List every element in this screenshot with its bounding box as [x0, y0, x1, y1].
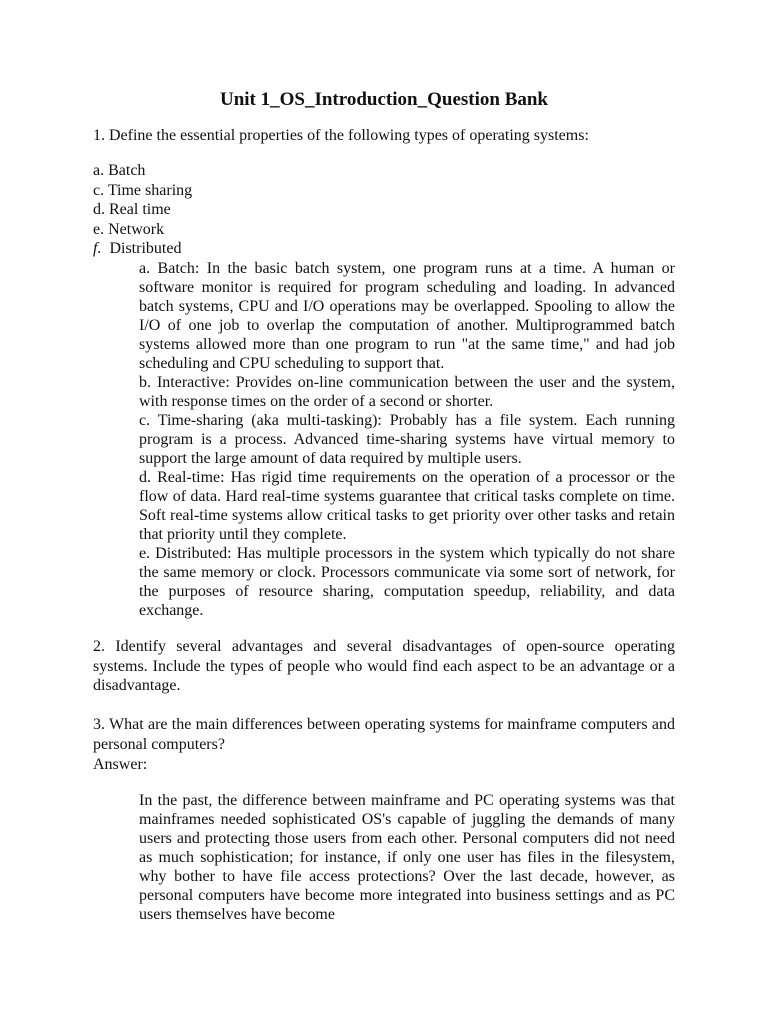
- answer-distributed: e. Distributed: Has multiple processors in the system which typically do not share the same memory or clock. Processors communicate via some sort of network, for the purposes of resource sharing, computation speedup, reliability, and data exchange.: [139, 545, 675, 619]
- os-type-letter: f.: [93, 240, 102, 257]
- os-type-item: [93, 181, 393, 201]
- page-title: Unit 1_OS_Introduction_Question Bank: [219, 89, 548, 110]
- os-type-letter: d.: [93, 201, 105, 218]
- answer-time-sharing: c. Time-sharing (aka multi-tasking): Probably has a file system. Each running program is a process. Advanced time-sharing systems have virtual memory to support the large amount of data required by multiple users.: [139, 412, 675, 467]
- os-type-label: Network: [108, 220, 165, 238]
- question-1-text: 1. Define the essential properties of the following types of operating systems:: [93, 127, 589, 144]
- os-type-letter: c.: [93, 181, 105, 199]
- os-type-label: Distributed: [109, 240, 182, 257]
- answer-label: Answer:: [93, 756, 148, 773]
- os-type-item: [93, 161, 393, 181]
- question-1-answer: [139, 259, 675, 620]
- os-type-item: [93, 220, 393, 240]
- answer-batch: a. Batch: In the basic batch system, one program runs at a time. A human or software monitor is required for program scheduling and loading. In advanced batch systems, CPU and I/O operations may be overlapped. Spooling to allow the I/O of one job to overlap the computation of another. Multiprogrammed batch systems allowed more than one program to run "at the same time," and had job scheduling and CPU scheduling to support that.: [139, 260, 675, 372]
- os-type-label: Time sharing: [107, 181, 193, 199]
- os-type-letter: a.: [93, 162, 105, 179]
- os-type-label: Real time: [109, 201, 171, 218]
- answer-interactive: b. Interactive: Provides on-line communication between the user and the system, with response times on the order of a second or shorter.: [139, 374, 675, 410]
- question-3-text: 3. What are the main differences between operating systems for mainframe computers and personal computers?: [93, 716, 675, 753]
- os-types-list: [93, 161, 393, 259]
- os-type-item: [93, 239, 393, 259]
- os-type-item: [93, 200, 393, 220]
- question-3-answer: In the past, the difference between mainframe and PC operating systems was that mainframes needed sophisticated OS's capable of juggling the demands of many users and protecting those users from each other. Personal computers did not need as much sophistication; for instance, if only one user has files in the filesystem, why bother to have file access protections? Over the last decade, however, as personal computers have become more integrated into business settings and as PC users themselves have become: [139, 792, 675, 923]
- os-type-letter: e.: [93, 220, 105, 238]
- question-2-text: 2. Identify several advantages and several disadvantages of open-source operating systems. Include the types of people who would find each aspect to be an advantage or a disadvantage.: [93, 638, 675, 694]
- answer-real-time: d. Real-time: Has rigid time requirements on the operation of a processor or the flow of data. Hard real-time systems guarantee that critical tasks complete on time. Soft real-time systems allow critical tasks to get priority over other tasks and retain that priority until they complete.: [139, 469, 675, 543]
- os-type-label: Batch: [108, 162, 146, 179]
